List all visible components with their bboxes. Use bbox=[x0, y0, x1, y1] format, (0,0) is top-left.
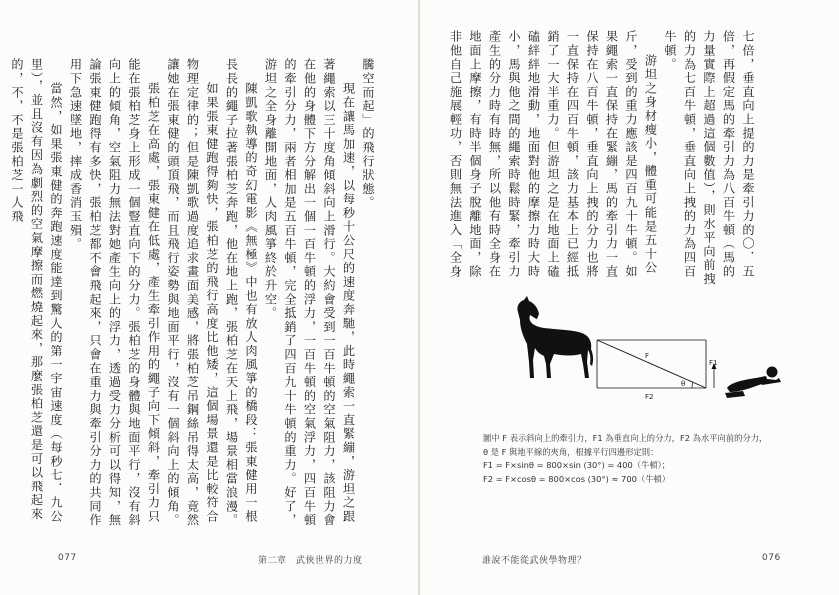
caption-line: F2 = F×cosθ = 800×cos (30°) ≈ 700（牛頓） bbox=[483, 473, 671, 484]
figure-caption bbox=[483, 432, 798, 486]
caption-line: θ 是 F 與地平線的夾角，根據平行四邊形定則： bbox=[483, 446, 659, 457]
right-page-body bbox=[445, 30, 757, 292]
paragraph: 現在讓馬加速，以每秒十公尺的速度奔馳，此時繩索一直緊繃，游坦之跟著繩索以三十度角傾斜向上滑行。大約會受到一百牛頓的空氣阻力，該阻力會在他的身體下方分解出一個一百牛頓的浮力，一百牛頓的空氣浮力，四百牛頓的牽引分力，兩者相加是五百牛頓，完全抵銷了四百九十牛頓的重力。好了，游坦之全身離開地面，人肉風箏終於升空。 bbox=[263, 58, 356, 528]
label-theta: θ bbox=[681, 380, 686, 388]
label-f: F bbox=[645, 352, 650, 360]
force-diagram bbox=[480, 292, 795, 412]
paragraph: 張柏芝在高處，張東健在低處，產生牽引作用的繩子向下傾斜，牽引力只能在張柏芝身上形成一個豎直向下的分力。張柏芝的身體與地面平行，沒有斜向上的傾角，空氣阻力無法對她產生向上的浮力，透過受力分析可以得知，無論張東健跑得有多快，張柏芝都不會飛起來，只會在重力與牽引分力的共同作用下急速墜地，摔成香消玉殞。 bbox=[68, 58, 161, 528]
left-page bbox=[0, 0, 419, 595]
running-head: 誰說不能從武俠學物理？ bbox=[482, 556, 587, 566]
man-icon bbox=[725, 367, 781, 399]
label-f1: F1 bbox=[709, 359, 718, 367]
caption-line: F1 = F×sinθ = 800×sin (30°) = 400（牛頓）； bbox=[483, 460, 671, 470]
paragraph: 游坦之身材瘦小，體重可能是五十公斤，受到的重力應該是四百九十牛頓。如果繩索一直保持在緊繃，馬的牽引力一直保持在八百牛頓，垂直向上拽的分力也將一直保持在四百牛頓，該力基本上已經抵銷了一大半重力。但游坦之是在地面上磕磕絆絆地滑動，地面對他的摩擦力時大時小，馬與他之間的繩索時鬆時緊，牽引力產生的分力時有時無，所以他有時全身在地面上摩擦，有時半個身子脫離地面，除非他自己施展輕功，否則無法進入「全身 bbox=[448, 30, 658, 279]
paragraph: 當然，如果張東健的奔跑速度能達到驚人的第一宇宙速度（每秒七．九公里），並且沒有因為劇烈的空氣摩擦而燃燒起來，那麼張柏芝還是可以飛起來的，不，不是張柏芝一人飛 bbox=[10, 58, 63, 524]
paragraph: 陳凱歌執導的奇幻電影《無極》中也有放人肉風箏的橋段：張東健用一根長長的繩子拉著張柏芝奔跑，他在地上跑，張柏芝在天上飛，場景相當浪漫。 bbox=[224, 58, 258, 528]
label-f2: F2 bbox=[645, 393, 654, 401]
running-head: 第二章 武俠世界的力度 bbox=[258, 556, 363, 566]
theta-arc bbox=[692, 382, 693, 388]
paragraph: 如果張東健跑得夠快，張柏芝的飛行高度比他矮，這個場景還是比較符合物理定律的；但是陳凱歌過度追求畫面美感，將張柏芝吊鋼絲吊得太高，竟然讓她在張東健的頭頂飛，而且飛行姿勢與地面平行，沒有一個斜向上的傾角。 bbox=[166, 58, 219, 528]
left-page-body bbox=[7, 58, 378, 536]
force-f-line bbox=[597, 340, 706, 388]
page-number: 076 bbox=[762, 553, 781, 563]
horse-icon bbox=[517, 296, 593, 378]
paragraph: 騰空而起」的飛行狀態。 bbox=[361, 58, 375, 210]
page-number: 077 bbox=[58, 553, 77, 563]
paragraph: 七倍，垂直向上提的力是牽引力的〇．五倍，再假定馬的牽引力為八百牛頓（馬的力量實際上超過這個數值），則水平向前拽的力為七百牛頓，垂直向上拽的力為四百牛頓。 bbox=[663, 30, 755, 287]
caption-line: 圖中 F 表示斜向上的牽引力，F1 為垂直向上的分力，F2 為水平向前的分力， bbox=[483, 433, 768, 443]
